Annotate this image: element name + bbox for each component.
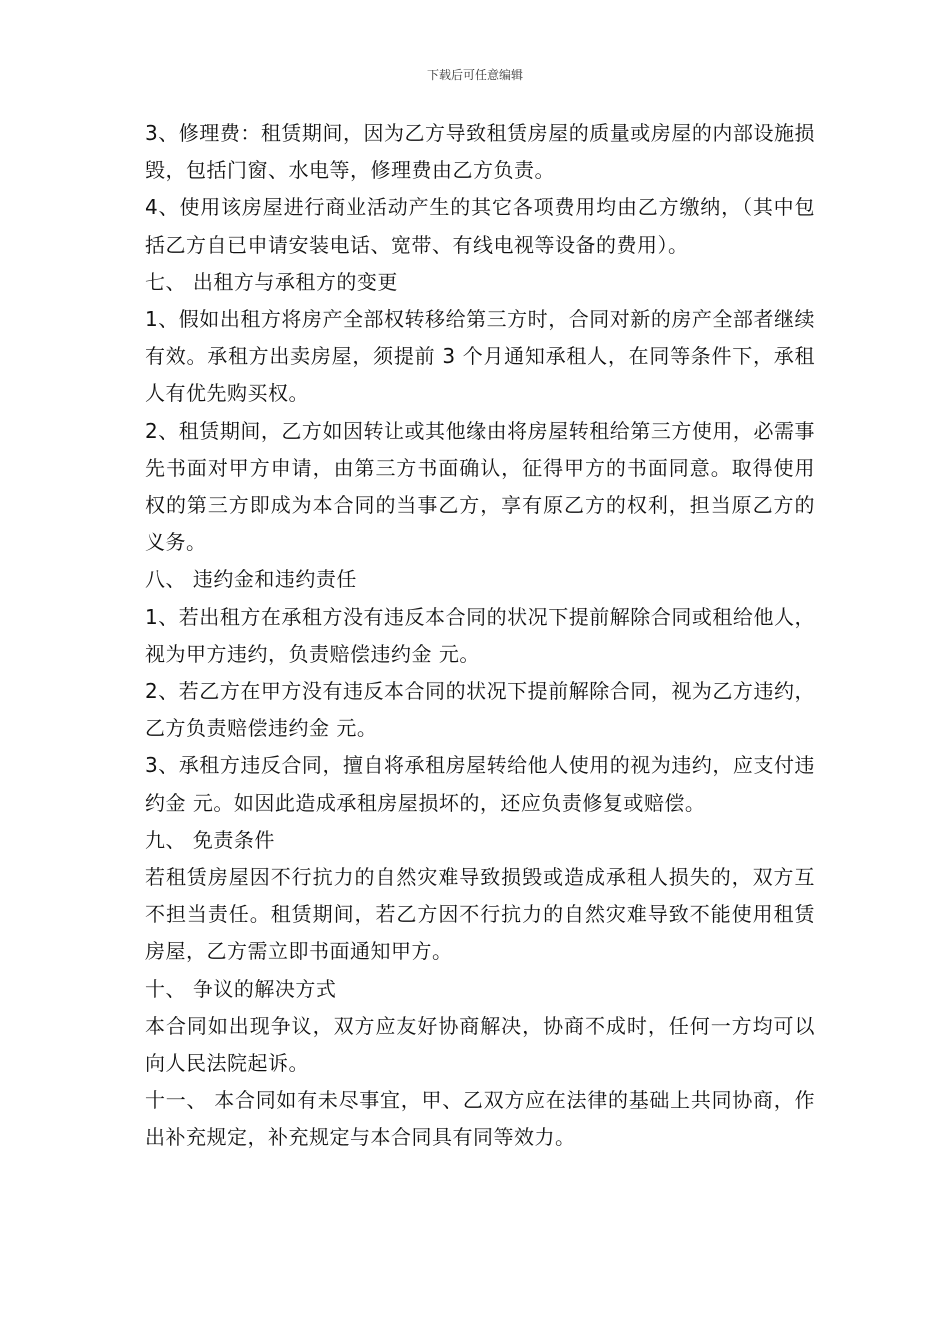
clause-8-3: 3、承租方违反合同，擅自将承租房屋转给他人使用的视为违约，应支付违约金 元。如因此造成承租房屋损坏的，还应负责修复或赔偿。 (145, 753, 815, 815)
clause-9-body: 若租赁房屋因不行抗力的自然灾难导致损毁或造成承租人损失的，双方互不担当责任。租赁期间，若乙方因不行抗力的自然灾难导致不能使用租赁房屋，乙方需立即书面通知甲方。 (145, 865, 815, 964)
clause-10-body: 本合同如出现争议，双方应友好协商解决，协商不成时，任何一方均可以向人民法院起诉。 (145, 1013, 815, 1076)
section-11: 十一、 本合同如有未尽事宜，甲、乙双方应在法律的基础上共同协商，作出补充规定，补充规定与本合同具有同等效力。 (145, 1088, 815, 1150)
clause-8-1: 1、若出租方在承租方没有违反本合同的状况下提前解除合同或租给他人，视为甲方违约，负责赔偿违约金 元。 (145, 604, 815, 666)
clause-7-2: 2、租赁期间，乙方如因转让或其他缘由将房屋转租给第三方使用，必需事先书面对甲方申请，由第三方书面确认，征得甲方的书面同意。取得使用权的第三方即成为本合同的当事乙方，享有原乙方的权利，担当原乙方的义务。 (145, 418, 815, 555)
document-body (145, 115, 815, 1157)
section-heading-8: 八、 违约金和违约责任 (145, 567, 357, 592)
clause-8-2: 2、若乙方在甲方没有违反本合同的状况下提前解除合同，视为乙方违约，乙方负责赔偿违约金 元。 (145, 679, 815, 741)
section-heading-7: 七、 出租方与承租方的变更 (145, 269, 398, 294)
clause-7-1: 1、假如出租方将房产全部权转移给第三方时，合同对新的房产全部者继续有效。承租方出卖房屋，须提前 3 个月通知承租人，在同等条件下，承租人有优先购买权。 (145, 307, 815, 406)
section-heading-10: 十、 争议的解决方式 (145, 976, 337, 1001)
clause-other-fees: 4、使用该房屋进行商业活动产生的其它各项费用均由乙方缴纳，（其中包括乙方自已申请安装电话、宽带、有线电视等设备的费用）。 (145, 195, 815, 257)
clause-repair-fee: 3、修理费：租赁期间，因为乙方导致租赁房屋的质量或房屋的内部设施损毁，包括门窗、水电等，修理费由乙方负责。 (145, 121, 815, 183)
page-header: 下载后可任意编辑 (426, 68, 523, 82)
section-heading-9: 九、 免责条件 (145, 827, 275, 852)
